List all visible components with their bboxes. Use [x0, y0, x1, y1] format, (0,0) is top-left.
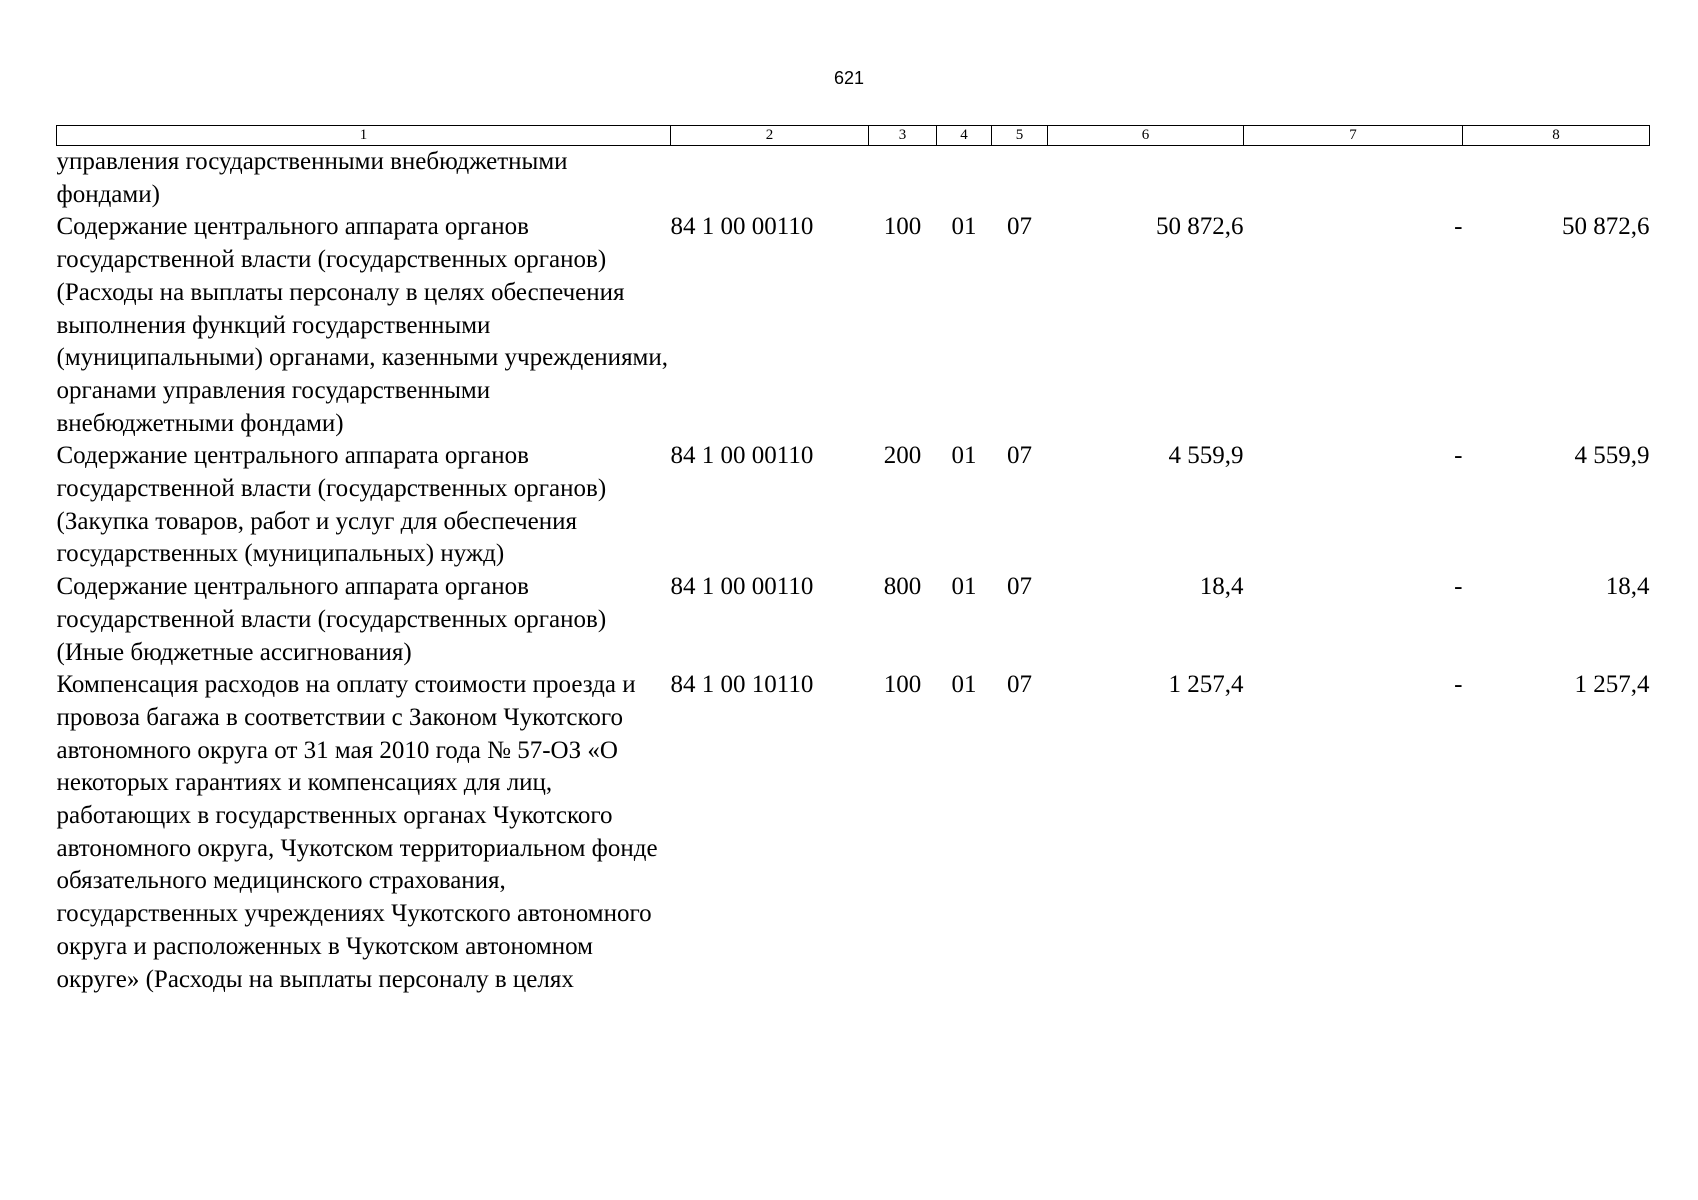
expense-type-code: 100 [883, 213, 922, 241]
target-article-code: 84 1 00 00110 [670, 573, 814, 601]
column-header-4: 4 [937, 126, 992, 146]
table-row [57, 571, 1650, 669]
amount-col-7: - [1454, 213, 1463, 241]
target-article-code: 84 1 00 10110 [670, 671, 814, 699]
amount-col-7 [1244, 146, 1463, 212]
amount-col-6: 50 872,6 [1156, 213, 1244, 241]
amount-col-8: 18,4 [1605, 573, 1650, 601]
amount-col-8 [1463, 146, 1650, 212]
amount-col-6: 1 257,4 [1168, 671, 1244, 699]
table-row [57, 669, 1650, 996]
expense-type-code [869, 146, 937, 212]
amount-col-8: 50 872,6 [1562, 213, 1650, 241]
expense-type-code: 200 [883, 442, 922, 470]
subsection-code: 07 [1007, 442, 1032, 470]
column-header-3: 3 [869, 126, 937, 146]
section-code: 01 [951, 442, 977, 470]
amount-col-8: 4 559,9 [1574, 442, 1650, 470]
subsection-code: 07 [1007, 671, 1032, 699]
target-article-code: 84 1 00 00110 [670, 442, 814, 470]
subsection-code [992, 146, 1048, 212]
amount-col-6: 4 559,9 [1168, 442, 1244, 470]
column-header-6: 6 [1048, 126, 1244, 146]
section-code: 01 [951, 573, 977, 601]
column-header-7: 7 [1244, 126, 1463, 146]
column-header-2: 2 [671, 126, 869, 146]
budget-table [56, 125, 1650, 996]
amount-col-7: - [1454, 573, 1463, 601]
amount-col-7: - [1454, 671, 1463, 699]
expense-type-code: 100 [883, 671, 922, 699]
expense-name: Содержание центрального аппарата органов государственной власти (государственных органов) (Расходы на выплаты персоналу в целях обеспечения выполнения функций государственными (муниципальными) органами, казенными учреждениями, органами управления государственными внебюджетными фондами) [56, 213, 669, 437]
table-row [57, 440, 1650, 571]
column-number-header [57, 126, 1650, 146]
amount-col-6 [1048, 146, 1244, 212]
section-code: 01 [951, 213, 977, 241]
column-header-5: 5 [992, 126, 1048, 146]
section-code: 01 [951, 671, 977, 699]
expense-name: Содержание центрального аппарата органов государственной власти (государственных органов) (Иные бюджетные ассигнования) [56, 573, 607, 666]
table-row [57, 146, 1650, 212]
subsection-code: 07 [1007, 573, 1032, 601]
column-header-8: 8 [1463, 126, 1650, 146]
column-header-1: 1 [57, 126, 671, 146]
amount-col-6: 18,4 [1199, 573, 1244, 601]
section-code [937, 146, 992, 212]
subsection-code: 07 [1007, 213, 1032, 241]
expense-name: управления государственными внебюджетными фондами) [56, 148, 568, 208]
target-article-code: 84 1 00 00110 [670, 213, 814, 241]
amount-col-7: - [1454, 442, 1463, 470]
page-number: 621 [833, 68, 865, 88]
expense-name: Содержание центрального аппарата органов государственной власти (государственных органов) (Закупка товаров, работ и услуг для обеспечения государственных (муниципальных) нужд) [56, 442, 607, 568]
amount-col-8: 1 257,4 [1574, 671, 1650, 699]
table-row [57, 211, 1650, 440]
expense-name: Компенсация расходов на оплату стоимости проезда и провоза багажа в соответствии с Законом Чукотского автономного округа от 31 мая 2010 года № 57-ОЗ «О некоторых гарантиях и компенсациях для лиц, работающих в государственных органах Чукотского автономного округа, Чукотском территориальном фонде обязательного медицинского страхования, государственных учреждениях Чукотского автономного округа и расположенных в Чукотском автономном округе» (Расходы на выплаты персоналу в целях [56, 671, 658, 993]
expense-type-code: 800 [883, 573, 922, 601]
target-article-code [671, 146, 869, 212]
